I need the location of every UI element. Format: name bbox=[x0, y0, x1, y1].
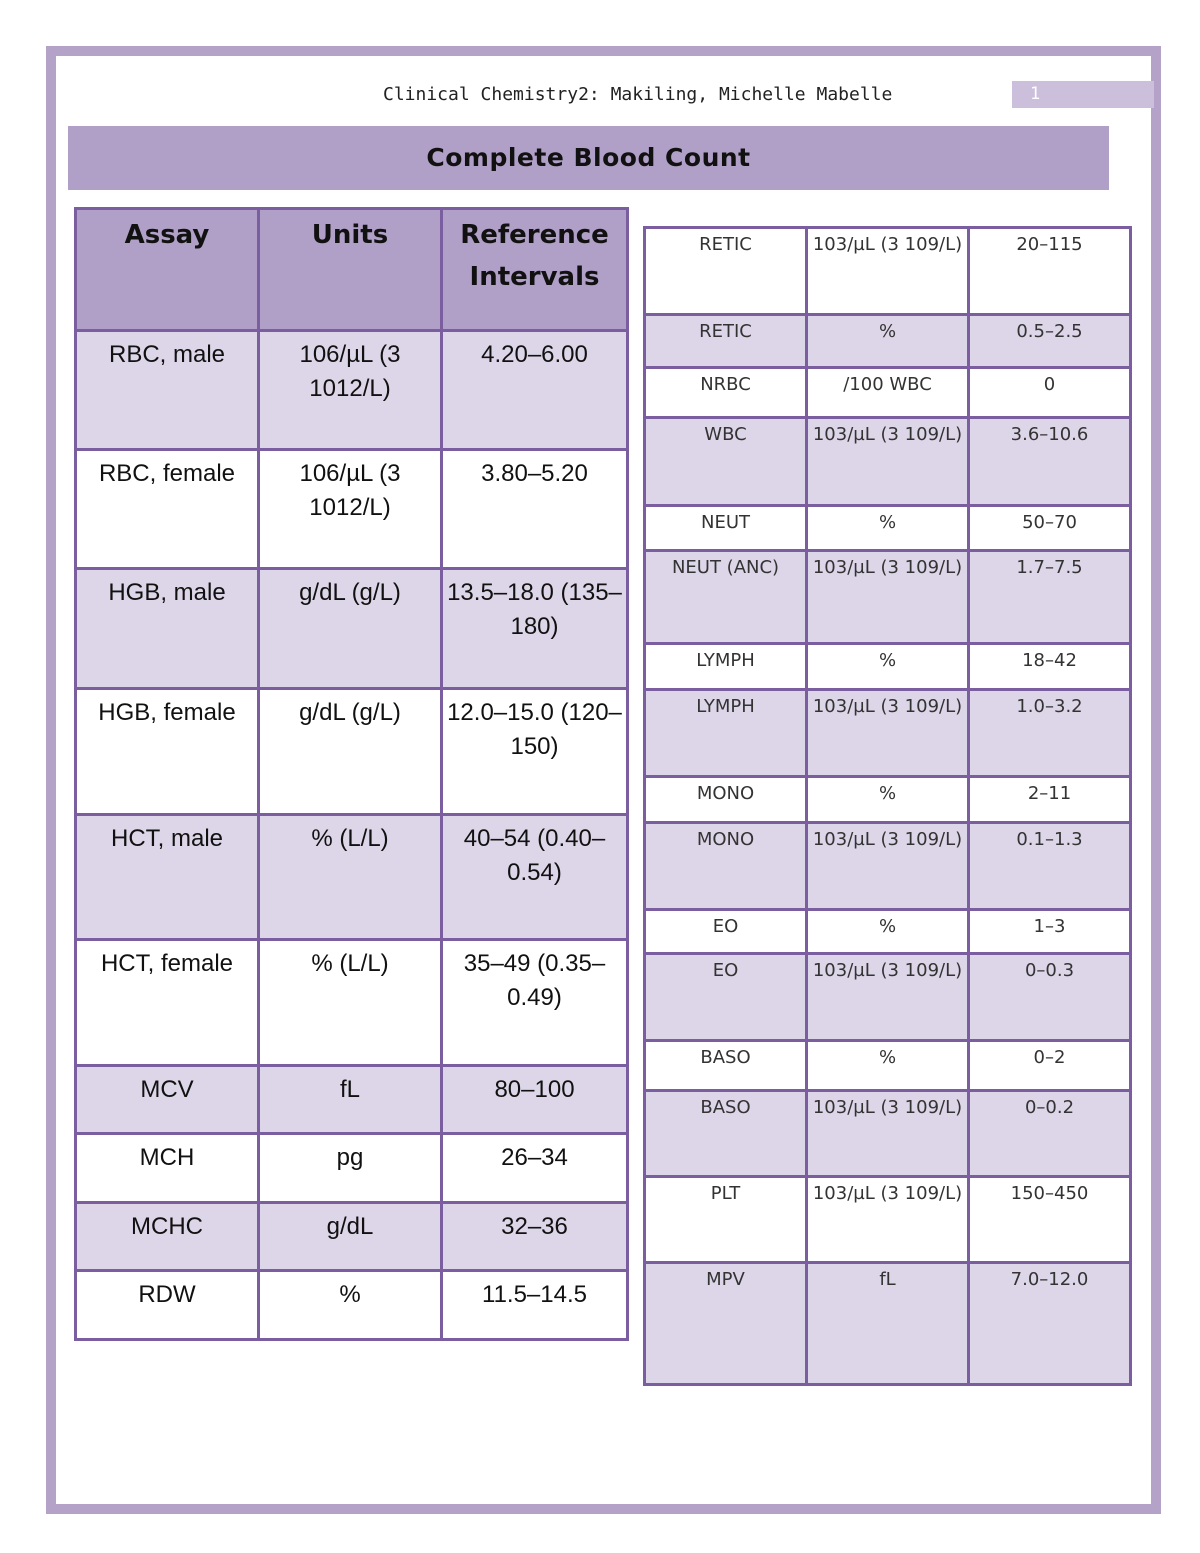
cell-reference: 26–34 bbox=[442, 1134, 628, 1203]
table-row bbox=[76, 1203, 628, 1271]
cell-reference: 11.5–14.5 bbox=[442, 1271, 628, 1340]
table-row bbox=[645, 777, 1131, 823]
cell-units: /100 WBC bbox=[807, 368, 969, 418]
cell-units: 103/µL (3 109/L) bbox=[807, 823, 969, 910]
table-row bbox=[645, 1177, 1131, 1263]
cell-reference: 0.5–2.5 bbox=[969, 315, 1131, 368]
cell-reference: 7.0–12.0 bbox=[969, 1263, 1131, 1385]
cell-units: 103/µL (3 109/L) bbox=[807, 1177, 969, 1263]
cell-reference: 1.7–7.5 bbox=[969, 551, 1131, 644]
cell-reference: 80–100 bbox=[442, 1066, 628, 1134]
cell-reference: 1–3 bbox=[969, 910, 1131, 954]
cell-units: % (L/L) bbox=[259, 940, 442, 1066]
table-row bbox=[645, 1091, 1131, 1177]
cell-units: % bbox=[259, 1271, 442, 1340]
cell-assay: PLT bbox=[645, 1177, 807, 1263]
cell-units: 103/µL (3 109/L) bbox=[807, 954, 969, 1041]
cell-assay: LYMPH bbox=[645, 644, 807, 690]
cell-assay: NEUT (ANC) bbox=[645, 551, 807, 644]
cell-units: 106/µL (3 1012/L) bbox=[259, 450, 442, 569]
cell-units: g/dL (g/L) bbox=[259, 689, 442, 815]
table-row bbox=[645, 690, 1131, 777]
cell-reference: 2–11 bbox=[969, 777, 1131, 823]
column-header-units: Units bbox=[259, 209, 442, 331]
cell-assay: MONO bbox=[645, 777, 807, 823]
cell-reference: 13.5–18.0 (135–180) bbox=[442, 569, 628, 689]
cell-reference: 50–70 bbox=[969, 506, 1131, 551]
cell-reference: 40–54 (0.40–0.54) bbox=[442, 815, 628, 940]
cell-units: 106/µL (3 1012/L) bbox=[259, 331, 442, 450]
table-row bbox=[76, 689, 628, 815]
cbc-reference-table bbox=[74, 207, 629, 1341]
cell-reference: 0 bbox=[969, 368, 1131, 418]
cell-assay: MONO bbox=[645, 823, 807, 910]
table-row bbox=[76, 815, 628, 940]
cell-units: g/dL (g/L) bbox=[259, 569, 442, 689]
cell-reference: 0–0.2 bbox=[969, 1091, 1131, 1177]
cell-assay: NEUT bbox=[645, 506, 807, 551]
table-row bbox=[645, 551, 1131, 644]
cbc-extended-table bbox=[643, 226, 1132, 1386]
running-header: Clinical Chemistry2: Makiling, Michelle Mabelle bbox=[383, 84, 893, 105]
cell-units: fL bbox=[259, 1066, 442, 1134]
cell-units: fL bbox=[807, 1263, 969, 1385]
cell-assay: RBC, female bbox=[76, 450, 259, 569]
column-header-assay: Assay bbox=[76, 209, 259, 331]
cell-units: % (L/L) bbox=[259, 815, 442, 940]
cell-assay: HCT, male bbox=[76, 815, 259, 940]
table-row bbox=[76, 569, 628, 689]
cell-reference: 20–115 bbox=[969, 228, 1131, 315]
table-row bbox=[645, 954, 1131, 1041]
table-row bbox=[76, 1271, 628, 1340]
cell-units: % bbox=[807, 777, 969, 823]
table-row bbox=[645, 1041, 1131, 1091]
cell-units: g/dL bbox=[259, 1203, 442, 1271]
cell-units: % bbox=[807, 910, 969, 954]
page-title: Complete Blood Count bbox=[68, 126, 1109, 190]
cell-reference: 0–0.3 bbox=[969, 954, 1131, 1041]
cell-assay: BASO bbox=[645, 1091, 807, 1177]
cell-assay: RBC, male bbox=[76, 331, 259, 450]
table-row bbox=[645, 315, 1131, 368]
cell-units: % bbox=[807, 1041, 969, 1091]
cell-assay: MPV bbox=[645, 1263, 807, 1385]
cell-reference: 3.80–5.20 bbox=[442, 450, 628, 569]
cell-assay: EO bbox=[645, 954, 807, 1041]
cell-assay: HGB, male bbox=[76, 569, 259, 689]
cell-reference: 32–36 bbox=[442, 1203, 628, 1271]
cell-units: % bbox=[807, 506, 969, 551]
table-row bbox=[645, 418, 1131, 506]
cell-reference: 18–42 bbox=[969, 644, 1131, 690]
table-row bbox=[645, 1263, 1131, 1385]
cell-assay: HGB, female bbox=[76, 689, 259, 815]
cell-assay: MCHC bbox=[76, 1203, 259, 1271]
table-row bbox=[645, 823, 1131, 910]
cell-assay: RETIC bbox=[645, 228, 807, 315]
cell-assay: BASO bbox=[645, 1041, 807, 1091]
cell-reference: 35–49 (0.35–0.49) bbox=[442, 940, 628, 1066]
table-header-row bbox=[76, 209, 628, 331]
cell-units: 103/µL (3 109/L) bbox=[807, 551, 969, 644]
cell-units: % bbox=[807, 315, 969, 368]
cell-assay: RDW bbox=[76, 1271, 259, 1340]
table-row bbox=[645, 644, 1131, 690]
cell-assay: MCV bbox=[76, 1066, 259, 1134]
cell-units: 103/µL (3 109/L) bbox=[807, 690, 969, 777]
cell-assay: MCH bbox=[76, 1134, 259, 1203]
cell-assay: LYMPH bbox=[645, 690, 807, 777]
cell-reference: 0–2 bbox=[969, 1041, 1131, 1091]
cell-reference: 150–450 bbox=[969, 1177, 1131, 1263]
column-header-reference: Reference Intervals bbox=[442, 209, 628, 331]
table-row bbox=[76, 1066, 628, 1134]
cell-assay: EO bbox=[645, 910, 807, 954]
cell-units: 103/µL (3 109/L) bbox=[807, 228, 969, 315]
cell-assay: RETIC bbox=[645, 315, 807, 368]
table-row bbox=[76, 940, 628, 1066]
page-number: 1 bbox=[1012, 81, 1154, 108]
cell-reference: 12.0–15.0 (120–150) bbox=[442, 689, 628, 815]
cell-reference: 3.6–10.6 bbox=[969, 418, 1131, 506]
table-row bbox=[645, 368, 1131, 418]
table-row bbox=[645, 506, 1131, 551]
table-row bbox=[645, 228, 1131, 315]
table-row bbox=[645, 910, 1131, 954]
cell-units: 103/µL (3 109/L) bbox=[807, 418, 969, 506]
cell-assay: NRBC bbox=[645, 368, 807, 418]
cell-units: pg bbox=[259, 1134, 442, 1203]
cell-reference: 4.20–6.00 bbox=[442, 331, 628, 450]
cell-units: 103/µL (3 109/L) bbox=[807, 1091, 969, 1177]
cell-assay: WBC bbox=[645, 418, 807, 506]
cell-reference: 1.0–3.2 bbox=[969, 690, 1131, 777]
table-row bbox=[76, 450, 628, 569]
table-row bbox=[76, 1134, 628, 1203]
table-row bbox=[76, 331, 628, 450]
cell-assay: HCT, female bbox=[76, 940, 259, 1066]
cell-units: % bbox=[807, 644, 969, 690]
cell-reference: 0.1–1.3 bbox=[969, 823, 1131, 910]
